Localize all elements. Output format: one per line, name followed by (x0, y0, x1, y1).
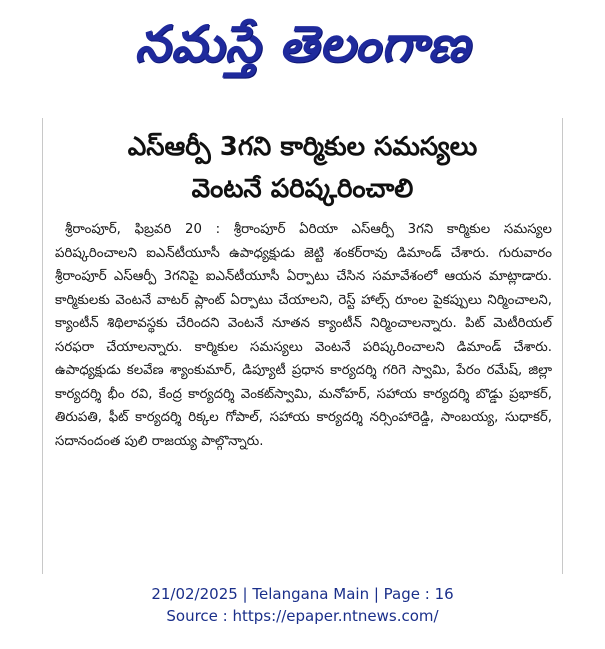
article-clip (42, 118, 563, 574)
source-link[interactable]: Source : https://epaper.ntnews.com/ (166, 607, 439, 625)
headline-line-2: వెంటనే పరిష్కరించాలి (191, 174, 414, 204)
article-body: శ్రీరాంపూర్, ఫిబ్రవరి 20 : శ్రీరాంపూర్ ఏరియా ఎస్‌ఆర్పీ 3గని కార్మికుల సమస్యల పరిష్కరించాలని ఐఎన్‌టీయూసీ ఉపాధ్యక్షుడు జెట్టి శంకర్‌రావు డిమాండ్ చేశారు. గురువారం శ్రీరాంపూర్ ఎస్‌ఆర్పీ 3గనిపై ఐఎన్‌టీయూసీ ఏర్పాటు చేసిన సమావేశంలో ఆయన మాట్లాడారు. కార్మికులకు వెంటనే వాటర్ ప్లాంట్ ఏర్పాటు చేయాలని, రెస్ట్ హాల్స్ రూంల పైకప్పులు నిర్మించాలని, క్యాంటీన్ శిథిలావస్థకు చేరిందని వెంటనే నూతన క్యాంటీన్ నిర్మించాలన్నారు. పిట్ మెటీరియల్ సరఫరా చేయాలన్నారు. కార్మికుల సమస్యలు వెంటనే పరిష్కరించాలని డిమాండ్ చేశారు. ఉపాధ్యక్షుడు కలవేణ శ్యాంకుమార్, డిప్యూటీ ప్రధాన కార్యదర్శి గరిగె స్వామి, పేరం రమేష్, జిల్లా కార్యదర్శి భీం రవి, కేంద్ర కార్యదర్శి వెంకట్‌స్వామి, మనోహర్, సహాయ కార్యదర్శి బొడ్డు ప్రభాకర్, తిరుపతి, ఫీట్ కార్యదర్శి రిక్కల గోపాల్, సహాయ కార్యదర్శి నర్సింహారెడ్డి, సాంబయ్య, సుధాకర్, సదానందంత పులి రాజయ్య పాల్గొన్నారు. (55, 222, 552, 449)
masthead (0, 0, 605, 100)
newspaper-logo: నమస్తే తెలంగాణ (134, 14, 471, 73)
footer (0, 583, 605, 627)
headline-line-1: ఎస్‌ఆర్పీ 3గని కార్మికుల సమస్యలు (127, 132, 478, 162)
edition-info: 21/02/2025 | Telangana Main | Page : 16 (151, 585, 454, 603)
article-headline (43, 126, 562, 210)
article-body-container (55, 218, 552, 453)
